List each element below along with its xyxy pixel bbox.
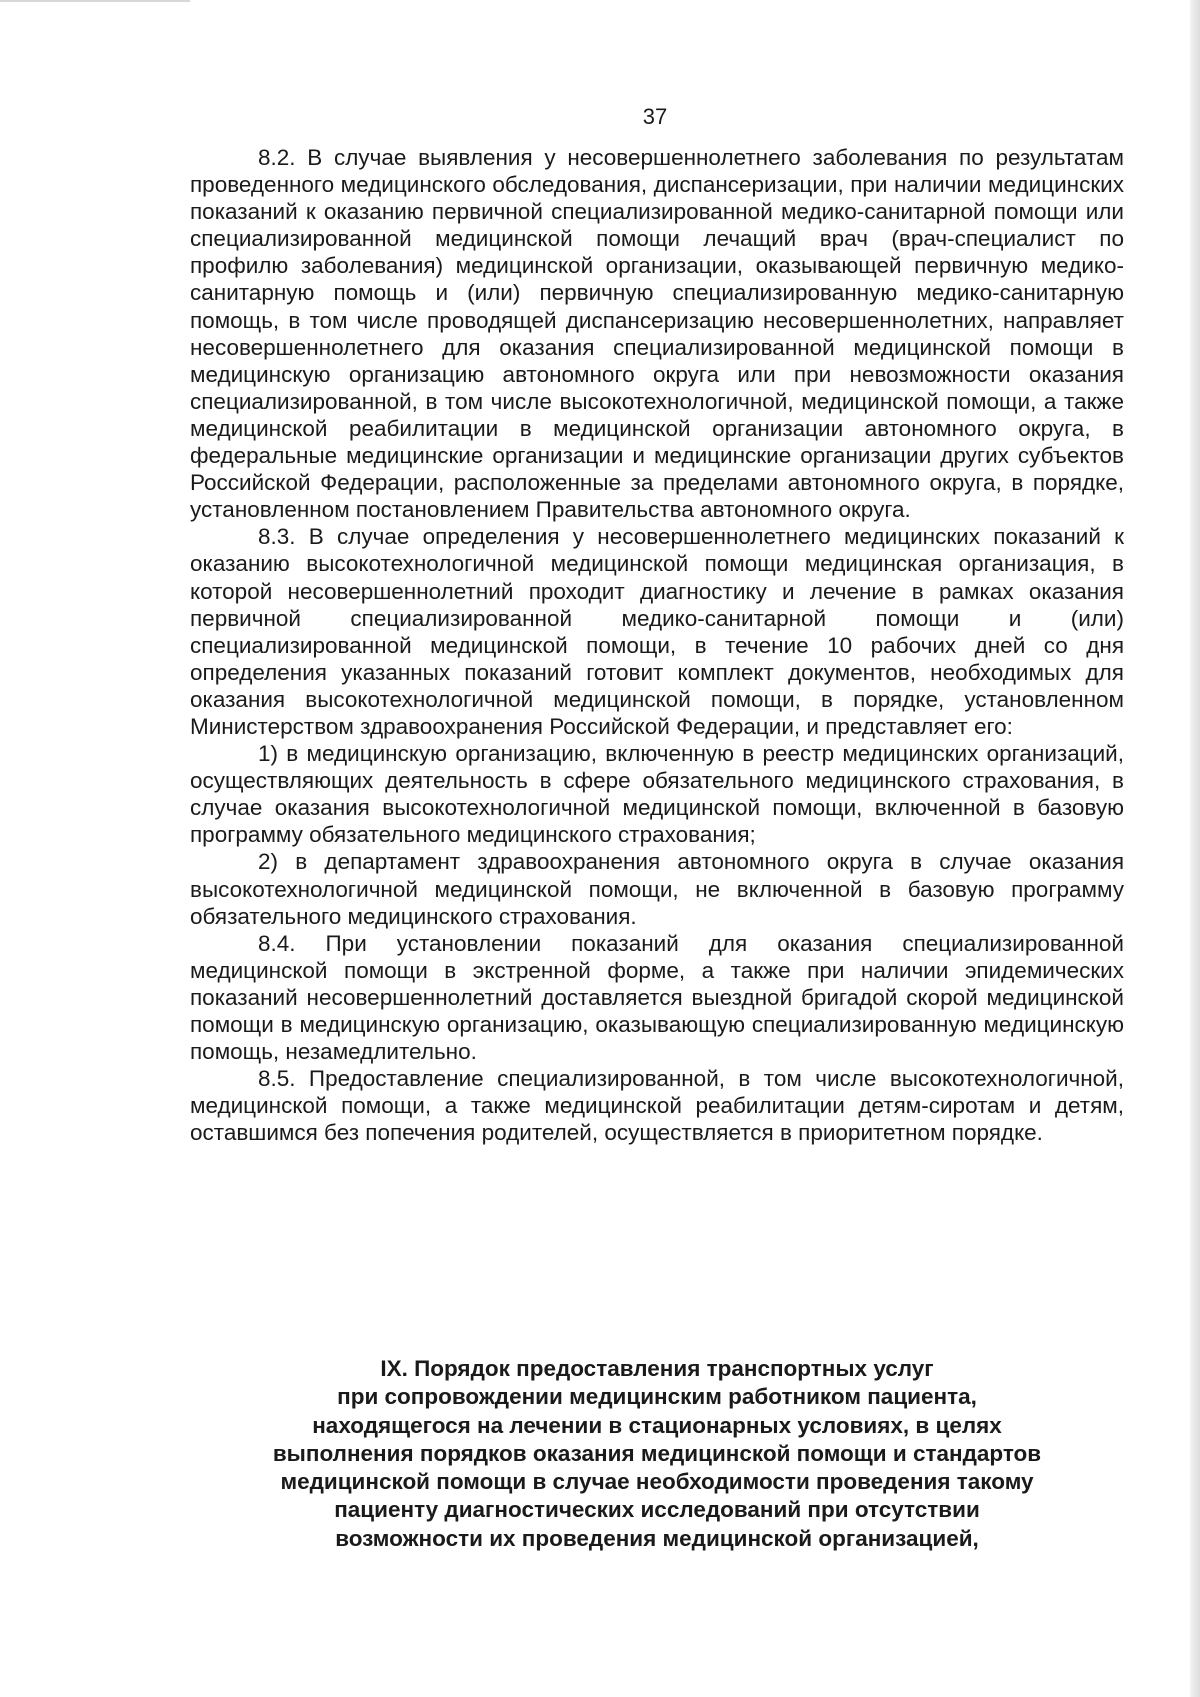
paragraph-8-3: 8.3. В случае определения у несовершеннолетнего медицинских показаний к оказанию высокотехнологичной медицинской помощи медицинская организация, в которой несовершеннолетний проходит диагностику и лечение в рамках оказания первичной специализированной медико-санитарной помощи и (или) специализированной медицинской помощи, в течение 10 рабочих дней со дня определения указанных показаний готовит комплект документов, необходимых для оказания высокотехнологичной медицинской помощи, в порядке, установленном Министерством здравоохранения Российской Федерации, и представляет его: [190,524,1124,739]
heading-line: возможности их проведения медицинской организацией, [335,1525,979,1551]
scan-edge-mark [0,0,190,2]
document-body [190,144,1124,1146]
heading-line: при сопровождении медицинским работником пациента, [337,1384,977,1410]
heading-line: IX. Порядок предоставления транспортных услуг [380,1356,934,1381]
page-number: 37 [642,104,668,129]
heading-line: пациенту диагностических исследований при отсутствии [334,1497,980,1523]
paragraph-8-4: 8.4. При установлении показаний для оказания специализированной медицинской помощи в экстренной форме, а также при наличии эпидемических показаний несовершеннолетний доставляется выездной бригадой скорой медицинской помощи в медицинскую организацию, оказывающую специализированную медицинскую помощь, незамедлительно. [190,930,1124,1065]
paragraph-8-2: 8.2. В случае выявления у несовершеннолетнего заболевания по результатам проведенного медицинского обследования, диспансеризации, при наличии медицинских показаний к оказанию первичной специализированной медико-санитарной помощи или специализированной медицинской помощи лечащий врач (врач-специалист по профилю заболевания) медицинской организации, оказывающей первичную медико-санитарную помощь и (или) первичную специализированную медико-санитарную помощь, в том числе проводящей диспансеризацию несовершеннолетних, направляет несовершеннолетнего для оказания специализированной медицинской помощи в медицинскую организацию автономного округа или при невозможности оказания специализированной, в том числе высокотехнологичной, медицинской помощи, а также медицинской реабилитации в медицинской организации автономного округа, в федеральные медицинские организации и медицинские организации других субъектов Российской Федерации, расположенные за пределами автономного округа, в порядке, установленном постановлением Правительства автономного округа. [190,145,1124,523]
heading-line: выполнения порядков оказания медицинской помощи и стандартов [272,1440,1042,1466]
section-ix-heading [190,1355,1124,1553]
scan-page-edge [1190,0,1200,1697]
paragraph-8-3-item-1: 1) в медицинскую организацию, включенную в реестр медицинских организаций, осуществляющих деятельность в сфере обязательного медицинского страхования, в случае оказания высокотехнологичной медицинской помощи, включенной в базовую программу обязательного медицинского страхования; [190,741,1124,848]
paragraph-8-5: 8.5. Предоставление специализированной, в том числе высокотехнологичной, медицинской помощи, а также медицинской реабилитации детям-сиротам и детям, оставшимся без попечения родителей, осуществляется в приоритетном порядке. [190,1066,1124,1146]
heading-line: находящегося на лечении в стационарных условиях, в целях [312,1412,1002,1438]
heading-line: медицинской помощи в случае необходимости проведения такому [280,1469,1034,1495]
paragraph-8-3-item-2: 2) в департамент здравоохранения автономного округа в случае оказания высокотехнологичной медицинской помощи, не включенной в базовую программу обязательного медицинского страхования. [190,849,1124,929]
